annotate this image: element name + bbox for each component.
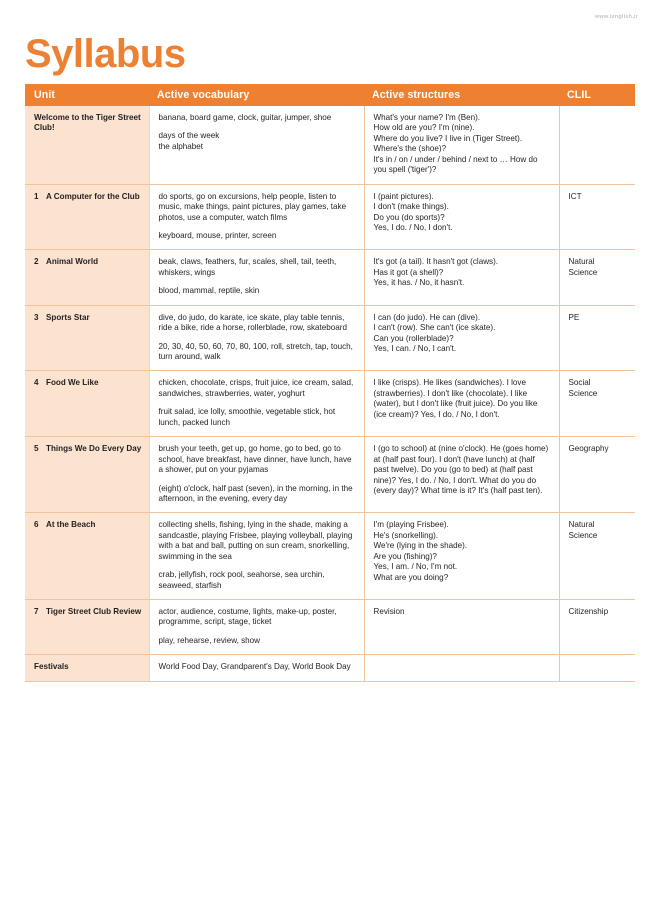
clil-cell: [559, 371, 635, 437]
vocabulary-cell: [149, 655, 364, 681]
unit-cell: [25, 513, 149, 600]
structure-line: I like (crisps). He likes (sandwiches). I love (strawberries). I don't like (chocolate). I like (water), but I don't like (fruit juice). Do you like (ice cream)? Yes, I do. / No, I don't.: [373, 378, 538, 419]
structures-cell: [364, 655, 559, 681]
unit-name: Festivals: [34, 662, 69, 672]
unit-cell: [25, 371, 149, 437]
column-header-structures: Active structures: [364, 84, 559, 106]
unit-number: 3: [34, 312, 39, 322]
clil-cell: [559, 437, 635, 513]
structure-line: I can (do judo). He can (dive).: [373, 312, 481, 322]
structures-cell: [364, 600, 559, 655]
clil-cell: [559, 305, 635, 371]
structure-line: I (go to school) at (nine o'clock). He (goes home) at (half past four). I don't (have lunch) at (half past twelve). Do you (go to bed) at (half past nine)? Yes, I do. / No, I don't. What do you do (every day)? What time is it? It's (half past ten).: [373, 444, 549, 495]
clil-cell: [559, 600, 635, 655]
vocabulary-cell: [149, 106, 364, 184]
structure-line: He's (snorkelling).: [373, 530, 439, 540]
vocabulary-group: play, rehearse, review, show: [158, 635, 261, 645]
structure-line: Yes, I do. / No, I don't.: [373, 222, 453, 232]
structure-line: I can't (row). She can't (ice skate).: [373, 323, 496, 333]
clil-line: Social: [568, 378, 591, 388]
vocabulary-group: fruit salad, ice lolly, smoothie, vegetable stick, hot lunch, packed lunch: [158, 407, 336, 427]
vocabulary-group: blood, mammal, reptile, skin: [158, 286, 260, 296]
vocabulary-cell: [149, 184, 364, 250]
vocabulary-cell: [149, 305, 364, 371]
clil-line: Natural: [568, 520, 595, 530]
structures-cell: [364, 305, 559, 371]
vocabulary-group: chicken, chocolate, crisps, fruit juice, ice cream, salad, sandwiches, strawberries, water, yoghurt: [158, 378, 354, 398]
vocabulary-group: dive, do judo, do karate, ice skate, play table tennis, ride a bike, ride a horse, rollerblade, row, skateboard: [158, 312, 348, 333]
structures-cell: [364, 513, 559, 600]
vocabulary-group: collecting shells, fishing, lying in the shade, making a sandcastle, playing Frisbee, playing volleyball, playing with a bat and ball, putting on sun cream, snorkelling, swimming in the sea: [158, 520, 353, 561]
structure-line: Are you (fishing)?: [373, 551, 437, 561]
structure-line: Yes, I am. / No, I'm not.: [373, 562, 458, 572]
unit-cell: [25, 655, 149, 681]
unit-cell: [25, 250, 149, 305]
clil-line: Science: [568, 388, 598, 398]
clil-cell: [559, 250, 635, 305]
vocabulary-cell: [149, 250, 364, 305]
column-header-vocabulary: Active vocabulary: [149, 84, 364, 106]
structure-line: Where do you live? I live in (Tiger Street). Where's the (shoe)?: [373, 133, 523, 154]
vocabulary-cell: [149, 513, 364, 600]
structures-cell: [364, 437, 559, 513]
structure-line: I (paint pictures).: [373, 191, 434, 201]
clil-line: Geography: [568, 444, 609, 454]
clil-line: ICT: [568, 191, 582, 201]
clil-cell: [559, 655, 635, 681]
vocabulary-cell: [149, 600, 364, 655]
table-row: [25, 371, 635, 437]
structure-line: What's your name? I'm (Ben).: [373, 113, 481, 122]
vocabulary-group: do sports, go on excursions, help people, listen to music, make things, paint pictures, play games, take photos, use a computer, watch films: [158, 191, 347, 222]
unit-name: Things We Do Every Day: [46, 444, 142, 454]
vocabulary-group: keyboard, mouse, printer, screen: [158, 230, 277, 240]
column-header-clil: CLIL: [559, 84, 635, 106]
table-row: [25, 437, 635, 513]
structure-line: We're (lying in the shade).: [373, 541, 468, 551]
structure-line: Revision: [373, 607, 405, 616]
unit-name: Animal World: [46, 257, 99, 267]
unit-name: Tiger Street Club Review: [46, 607, 142, 616]
unit-number: 1: [34, 191, 39, 201]
vocabulary-group: (eight) o'clock, half past (seven), in the morning, in the afternoon, in the evening, every day: [158, 483, 353, 503]
vocabulary-group: crab, jellyfish, rock pool, seahorse, sea urchin, seaweed, starfish: [158, 570, 325, 590]
unit-name: Sports Star: [46, 312, 90, 322]
unit-number: 4: [34, 378, 39, 388]
table-row: [25, 305, 635, 371]
unit-name: Food We Like: [46, 378, 99, 388]
structures-cell: [364, 250, 559, 305]
unit-name: Welcome to the Tiger Street Club!: [34, 113, 141, 133]
clil-line: Science: [568, 530, 598, 540]
vocabulary-group: beak, claws, feathers, fur, scales, shell, tail, teeth, whiskers, wings: [158, 257, 337, 277]
vocabulary-group: days of the week the alphabet: [158, 131, 220, 151]
structure-line: Yes, I can. / No, I can't.: [373, 344, 457, 353]
table-row: [25, 184, 635, 250]
table-header: [25, 84, 635, 106]
unit-number: 7: [34, 607, 39, 616]
structure-line: Yes, it has. / No, it hasn't.: [373, 278, 465, 288]
watermark-text: www.ienglish.ir: [594, 14, 638, 20]
clil-cell: [559, 106, 635, 184]
unit-cell: [25, 184, 149, 250]
unit-number: 5: [34, 444, 39, 454]
unit-cell: [25, 437, 149, 513]
vocabulary-cell: [149, 371, 364, 437]
clil-cell: [559, 513, 635, 600]
unit-number: 2: [34, 257, 39, 267]
vocabulary-group: 20, 30, 40, 50, 60, 70, 80, 100, roll, stretch, tap, touch, turn around, walk: [158, 341, 353, 361]
structure-line: It's in / on / under / behind / next to … How do you spell ('tiger')?: [373, 154, 538, 175]
vocabulary-cell: [149, 437, 364, 513]
structure-line: What are you doing?: [373, 572, 449, 582]
table-row: [25, 655, 635, 681]
page-title: Syllabus: [25, 32, 186, 76]
structures-cell: [364, 184, 559, 250]
vocabulary-group: brush your teeth, get up, go home, go to bed, go to school, have breakfast, have dinner, have lunch, have a shower, put on your pyjamas: [158, 444, 352, 475]
structure-line: I don't (make things).: [373, 202, 449, 212]
table-row: [25, 250, 635, 305]
structure-line: Has it got (a shell)?: [373, 267, 444, 277]
syllabus-table: [25, 84, 635, 682]
table-row: [25, 513, 635, 600]
unit-name: A Computer for the Club: [46, 191, 140, 201]
clil-line: Citizenship: [568, 607, 609, 616]
structures-cell: [364, 371, 559, 437]
unit-name: At the Beach: [46, 520, 96, 530]
unit-cell: [25, 600, 149, 655]
structure-line: Can you (rollerblade)?: [373, 333, 454, 343]
table-body: [25, 106, 635, 681]
structure-line: Do you (do sports)?: [373, 212, 445, 222]
header-row: [25, 84, 635, 106]
clil-line: Natural: [568, 257, 595, 267]
structure-line: I'm (playing Frisbee).: [373, 520, 449, 530]
structure-line: How old are you? I'm (nine).: [373, 123, 475, 133]
column-header-unit: Unit: [25, 84, 149, 106]
unit-number: 6: [34, 520, 39, 530]
unit-cell: [25, 305, 149, 371]
table-row: [25, 106, 635, 184]
table-row: [25, 600, 635, 655]
vocabulary-group: banana, board game, clock, guitar, jumper, shoe: [158, 113, 332, 122]
unit-cell: [25, 106, 149, 184]
vocabulary-group: actor, audience, costume, lights, make-up, poster, programme, script, stage, ticket: [158, 607, 337, 627]
structure-line: It's got (a tail). It hasn't got (claws).: [373, 257, 499, 267]
clil-line: Science: [568, 267, 598, 277]
vocabulary-group: World Food Day, Grandparent's Day, World Book Day: [158, 662, 351, 672]
clil-cell: [559, 184, 635, 250]
structures-cell: [364, 106, 559, 184]
clil-line: PE: [568, 312, 580, 322]
